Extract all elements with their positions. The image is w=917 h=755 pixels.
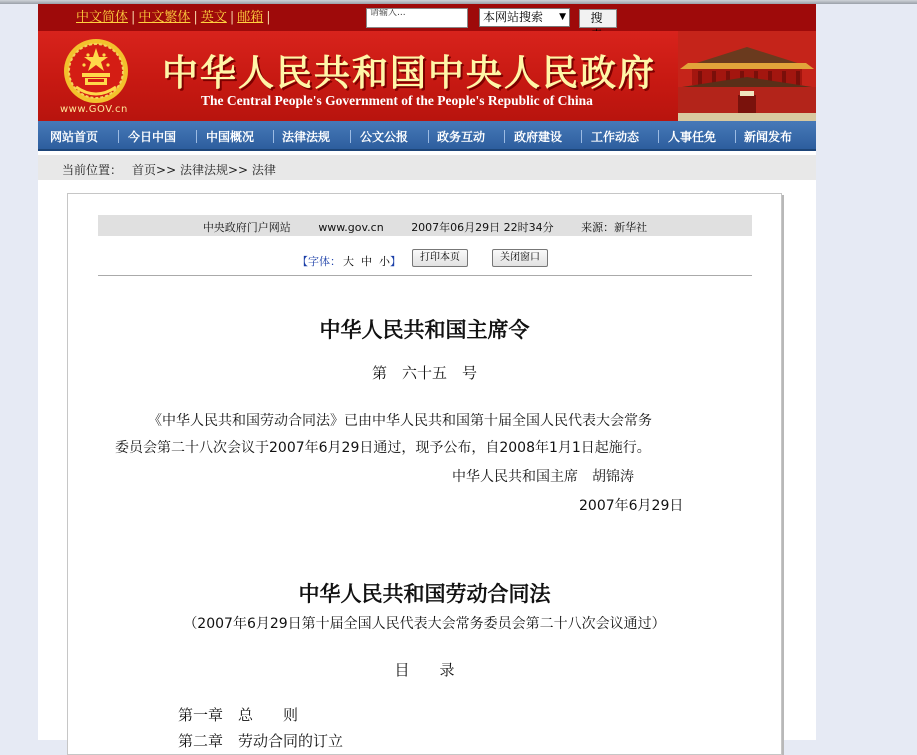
breadcrumb — [62, 161, 276, 178]
nav-item-home[interactable]: 网站首页 — [50, 130, 99, 144]
site-banner — [38, 31, 816, 121]
nav-item-appointments[interactable]: 人事任免 — [668, 130, 717, 144]
font-size-large[interactable]: 大 — [343, 255, 354, 268]
law-adoption-note: （2007年6月29日第十届全国人民代表大会常务委员会第二十八次会议通过） — [183, 616, 666, 632]
search-button[interactable]: 搜 — [579, 9, 617, 28]
search-scope-value: 本网站搜索 — [483, 10, 544, 24]
nav-item-gov-building[interactable]: 政府建设 — [514, 130, 563, 144]
page-container — [38, 4, 816, 750]
font-size-close: 】 — [390, 255, 401, 268]
banner-subtitle: The Central People's Government of the People's Republic of China — [201, 93, 593, 108]
decree-title: 中华人民共和国主席令 — [319, 317, 530, 342]
law-title: 中华人民共和国劳动合同法 — [298, 581, 551, 606]
chevron-down-icon: ▼ — [559, 12, 566, 22]
breadcrumb-home[interactable]: 首页>> — [132, 163, 177, 177]
nav-item-laws[interactable]: 法律法规 — [282, 130, 331, 144]
article-tools — [68, 249, 781, 269]
decree-body-line1: 《中华人民共和国劳动合同法》已由中华人民共和国第十届全国人民代表大会常务 — [148, 413, 652, 429]
decree-number: 第 六十五 号 — [371, 364, 477, 382]
close-window-button[interactable]: 关闭窗口 — [492, 249, 548, 267]
font-size-small[interactable]: 小 — [379, 255, 390, 268]
nav-item-bulletins[interactable]: 公文公报 — [360, 130, 409, 144]
decree-signer: 中华人民共和国主席 胡锦涛 — [452, 469, 634, 485]
toc-title: 目 录 — [394, 661, 455, 679]
decree-date: 2007年6月29日 — [579, 498, 684, 514]
search-input[interactable]: 请输入... — [366, 8, 468, 28]
language-bar — [38, 4, 816, 31]
mail-link[interactable]: 邮箱 — [237, 10, 264, 25]
article-datetime: 2007年06月29日 22时34分 — [411, 221, 554, 234]
lang-link-english[interactable]: 英文 — [200, 10, 227, 25]
print-button[interactable]: 打印本页 — [412, 249, 468, 267]
breadcrumb-law[interactable]: 法律 — [251, 163, 276, 177]
national-emblem-icon — [62, 37, 130, 105]
breadcrumb-laws[interactable]: 法律法规>> — [179, 163, 249, 177]
main-nav — [38, 121, 816, 151]
gov-url: www.GOV.cn — [60, 104, 128, 115]
breadcrumb-label: 当前位置： — [62, 163, 123, 177]
divider — [98, 275, 752, 276]
language-links: 中文简体 | 中文繁体 | 英文 | 邮箱 | — [76, 10, 271, 25]
lang-link-traditional[interactable]: 中文繁体 — [138, 10, 191, 25]
article-site: 中央政府门户网站 — [202, 221, 291, 234]
search-scope-select[interactable] — [479, 8, 570, 27]
font-size-label: 【字体： — [297, 255, 341, 268]
lang-link-simplified[interactable]: 中文简体 — [76, 10, 129, 25]
breadcrumb-bar — [38, 155, 816, 180]
tiananmen-gate-icon — [678, 31, 816, 121]
nav-item-press[interactable]: 新闻发布 — [744, 130, 793, 144]
font-size-selector — [297, 253, 401, 269]
nav-item-work-news[interactable]: 工作动态 — [591, 130, 640, 144]
article-source: 来源：新华社 — [581, 221, 648, 234]
banner-title: 中华人民共和国中央人民政府 — [162, 52, 657, 94]
toc-chapter-2[interactable]: 第二章 劳动合同的订立 — [178, 732, 344, 750]
nav-item-china-overview[interactable]: 中国概况 — [206, 130, 255, 144]
article-info-bar — [98, 215, 752, 236]
article-frame — [67, 193, 782, 755]
toc-chapter-1[interactable]: 第一章 总 则 — [178, 706, 299, 724]
nav-item-interaction[interactable]: 政务互动 — [437, 130, 486, 144]
nav-item-today-china[interactable]: 今日中国 — [128, 130, 177, 144]
decree-body-line2: 委员会第二十八次会议于2007年6月29日通过，现予公布，自2008年1月1日起施行。 — [115, 440, 651, 456]
font-size-medium[interactable]: 中 — [361, 255, 372, 268]
article-domain: www.gov.cn — [318, 221, 384, 234]
